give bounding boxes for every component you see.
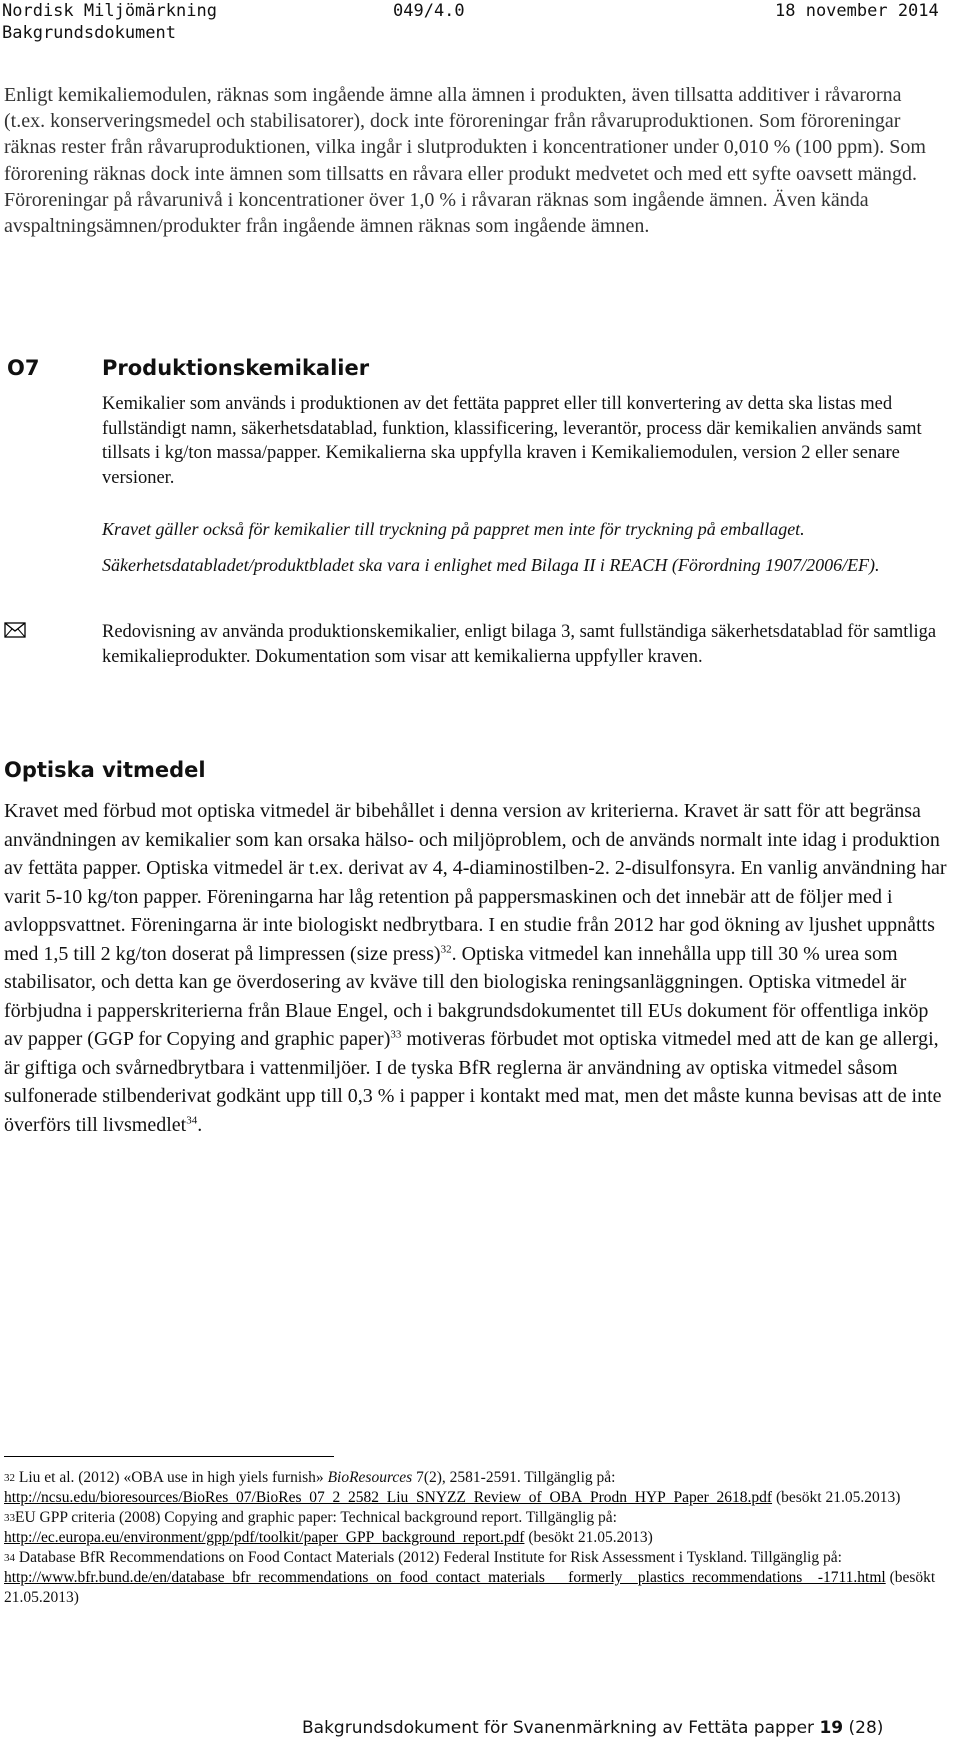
footnotes (4, 1468, 952, 1608)
section-body-part1: Kravet med förbud mot optiska vitmedel är bibehållet i denna version av kriterierna. Kravet är satt för att begränsa användningen av kemikalier som kan orsaka hälso- och miljöproblem, och de används normalt inte idag i produktion av fettäta papper. Optiska vitmedel är t.ex. derivat av 4, 4-diaminostilben-2. 2-disulfonsyra. En vanlig användning har varit 5-10 kg/ton papper. Föreningarna har låg retention på pappersmaskinen och det innebär att de följer med i avloppsvattnet. Föreningarna är inte biologiskt nedbrytbara. I en studie från 2012 har god ökning av ljushet uppnåtts med 1,5 till 2 kg/ton doserat på limpressen (size press) (4, 800, 947, 965)
requirement-title: Produktionskemikalier (102, 356, 370, 380)
section-body-part4: . (197, 1113, 203, 1136)
footer-title: Bakgrundsdokument för Svanenmärkning av Fettäta papper (302, 1718, 815, 1738)
section-title: Optiska vitmedel (4, 758, 206, 782)
footnote-journal: BioResources (327, 1469, 413, 1486)
footer-page-number: 19 (819, 1718, 844, 1738)
page-footer (302, 1718, 883, 1738)
footnote-text: EU GPP criteria (2008) Copying and graphic paper: Technical background report. Tillgänglig på: (15, 1509, 617, 1526)
section-body (4, 797, 948, 1139)
footnote-text: Liu et al. (2012) «OBA use in high yiels furnish» (15, 1469, 328, 1486)
footnote-number: 33 (4, 1512, 15, 1524)
footnote-ref-34[interactable]: 34 (186, 1113, 198, 1126)
footnote-33 (4, 1508, 952, 1548)
footnote-divider (4, 1456, 334, 1457)
footnote-visited: (besökt 21.05.2013) (772, 1489, 901, 1506)
header-doc-type: Bakgrundsdokument (2, 23, 176, 43)
footnote-ref-32[interactable]: 32 (440, 942, 452, 955)
envelope-icon (4, 622, 26, 638)
footnote-visited: (besökt 21.05.2013) (4, 1569, 936, 1606)
section-body-part3: motiveras förbudet mot optiska vitmedel med att de kan ge allergi, är giftiga och svårnedbrytbara i vattenmiljöer. I de tyska BfR reglerna är användning av optiska vitmedel såsom sulfonerade stilbenderivat godkänt upp till 0,3 % i papper i kontakt med mat, men det måste kunna bevisas att de inte överförs till livsmedlet (4, 1028, 942, 1136)
footer-page-total: (28) (848, 1718, 884, 1738)
header-org: Nordisk Miljömärkning (2, 1, 217, 21)
footnote-text: Database BfR Recommendations on Food Contact Materials (2012) Federal Institute for Risk Assessment i Tyskland. Tillgänglig på: (15, 1549, 842, 1566)
verification-text: Redovisning av använda produktionskemikalier, enligt bilaga 3, samt fullständiga säkerhetsdatablad för samtliga kemikalieprodukter. Dokumentation som visar att kemikalierna uppfyller kraven. (102, 622, 937, 667)
footnote-34 (4, 1548, 952, 1608)
intro-paragraph: Enligt kemikaliemodulen, räknas som ingående ämne alla ämnen i produkten, även tillsatta additiver i råvarorna (t.ex. konserveringsmedel och stabilisatorer), dock inte föroreningar från råvaruproduktionen. Som föroreningar räknas rester från råvaruproduktionen, vilka ingår i slutprodukten i koncentrationer under 0,010 % (100 ppm). Som förorening räknas dock inte ämnen som tillsatts en råvara eller produkt medvetet och med ett syfte oavsett mängd. Föroreningar på råvarunivå i koncentrationer över 1,0 % i råvaran räknas som ingående ämnen. Även kända avspaltningsämnen/produkter från ingående ämnen räknas som ingående ämnen. (4, 84, 926, 238)
requirement-number: O7 (7, 356, 40, 380)
footnote-ref-33[interactable]: 33 (390, 1028, 402, 1041)
footnote-text: 7(2), 2581-2591. Tillgänglig på: (412, 1469, 616, 1486)
footnote-link[interactable]: http://www.bfr.bund.de/en/database_bfr_recommendations_on_food_contact_materials___formerly__plastics_recommendations__-1711.html (4, 1569, 886, 1586)
requirement-note-printing: Kravet gäller också för kemikalier till tryckning på pappret men inte för tryckning på emballaget. (102, 519, 805, 539)
footnote-visited: (besökt 21.05.2013) (524, 1529, 653, 1546)
header-date: 18 november 2014 (775, 1, 939, 21)
footnote-link[interactable]: http://ec.europa.eu/environment/gpp/pdf/toolkit/paper_GPP_background_report.pdf (4, 1529, 525, 1546)
footnote-32 (4, 1468, 952, 1508)
footnote-number: 32 (4, 1472, 15, 1484)
requirement-body: Kemikalier som används i produktionen av det fettäta pappret eller till konvertering av detta ska listas med fullständigt namn, säkerhetsdatablad, funktion, klassificering, leverantör, process där kemikalien används samt tillsats i kg/ton massa/papper. Kemikalierna ska uppfylla kraven i Kemikaliemodulen, version 2 eller senare versioner. (102, 394, 922, 488)
footnote-link[interactable]: http://ncsu.edu/bioresources/BioRes_07/BioRes_07_2_2582_Liu_SNYZZ_Review_of_OBA_Prodn_HYP_Paper_2618.pdf (4, 1489, 773, 1506)
header-doc-id: 049/4.0 (393, 1, 465, 21)
footnote-number: 34 (4, 1552, 15, 1564)
section-body-part2: . Optiska vitmedel kan innehålla upp till 30 % urea som stabilisator, och detta kan ge överdosering av kväve till den biologiska reningsanläggningen. Optiska vitmedel är förbjudna i papperskriterierna från Blaue Engel, och i bakgrundsdokumentet till EUs dokument för offentliga inköp av papper (GGP for Copying and graphic paper) (4, 942, 929, 1050)
requirement-note-sds: Säkerhetsdatabladet/produktbladet ska vara i enlighet med Bilaga II i REACH (Förordning 1907/2006/EF). (102, 555, 880, 575)
